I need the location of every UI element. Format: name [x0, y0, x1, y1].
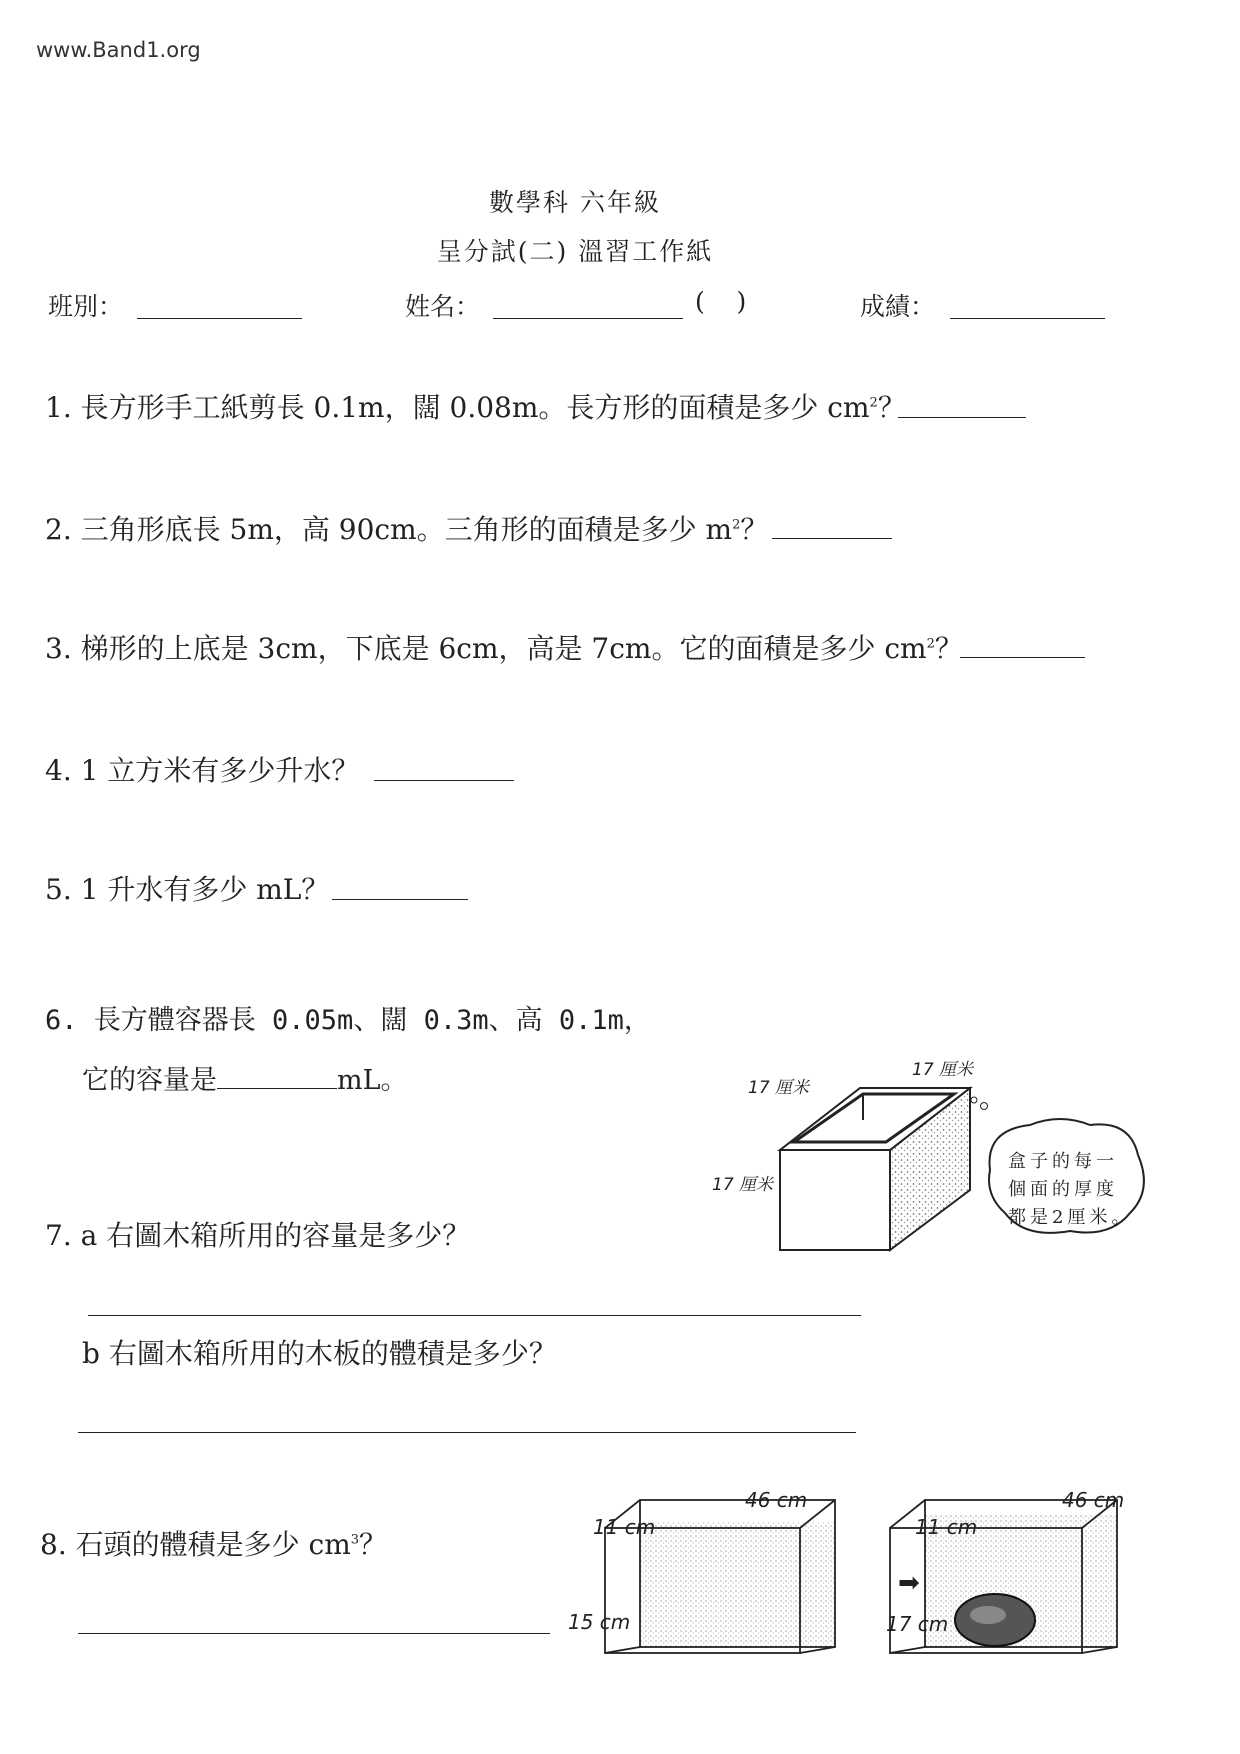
question-end: ？ [877, 391, 906, 424]
question-7b: b 右圖木箱所用的木板的體積是多少？ [82, 1337, 557, 1370]
question-number: 6. [45, 1005, 78, 1036]
superscript: 2 [869, 395, 878, 411]
question-number: 8. [40, 1528, 67, 1561]
question-8 [40, 1523, 387, 1563]
class-number-paren: ( ) [695, 287, 747, 316]
question-number: 1. [45, 391, 72, 424]
answer-line-1[interactable] [898, 417, 1026, 418]
class-label: 班別： [48, 292, 124, 321]
question-text: 長方形手工紙剪長 0.1m，闊 0.08m。長方形的面積是多少 cm [80, 391, 870, 424]
bubble-dot [971, 1097, 977, 1103]
bubble-dot [981, 1103, 988, 1110]
box-dim-side: 17 厘米 [712, 1175, 774, 1195]
question-text: 梯形的上底是 3cm，下底是 6cm，高是 7cm。它的面積是多少 cm [80, 632, 927, 665]
question-text: 1 立方米有多少升水？ [80, 754, 360, 787]
subject-title: 數學科 六年級 [489, 188, 661, 217]
question-7a [45, 1214, 470, 1254]
question-1 [45, 386, 906, 426]
answer-line-6[interactable] [217, 1088, 337, 1089]
question-3 [45, 627, 963, 667]
question-end: ？ [934, 632, 963, 665]
question-text: 它的容量是 [82, 1065, 217, 1096]
answer-line-7a[interactable] [88, 1315, 861, 1316]
superscript: 2 [926, 636, 935, 652]
question-text: a 右圖木箱所用的容量是多少？ [80, 1219, 471, 1252]
bubble-text [1008, 1148, 1133, 1232]
arrow-icon: ➡ [898, 1568, 920, 1598]
question-end: ？ [359, 1528, 388, 1561]
tank1-width: 11 cm [593, 1515, 656, 1539]
worksheet-title: 呈分試(二) 溫習工作紙 [436, 237, 714, 266]
tank2-length: 46 cm [1062, 1488, 1125, 1512]
bubble-line: 盒子的每一 [1008, 1151, 1118, 1172]
question-number: 4. [45, 754, 72, 787]
superscript: 3 [350, 1532, 360, 1548]
question-unit: mL。 [337, 1065, 408, 1096]
site-watermark: www.Band1.org [36, 38, 201, 62]
name-label: 姓名： [405, 292, 481, 321]
class-answer-line[interactable] [137, 318, 302, 319]
answer-line-8[interactable] [78, 1633, 550, 1634]
question-text: 石頭的體積是多少 cm [75, 1528, 351, 1561]
answer-line-2[interactable] [772, 538, 892, 539]
superscript: 2 [732, 517, 741, 533]
box-dim-top-right: 17 厘米 [912, 1060, 974, 1080]
question-text: 三角形底長 5m，高 90cm。三角形的面積是多少 m [80, 513, 733, 546]
answer-line-5[interactable] [332, 899, 468, 900]
question-4 [45, 749, 359, 789]
question-6 [45, 998, 651, 1037]
question-number: 7. [45, 1219, 72, 1252]
question-2 [45, 508, 768, 548]
tank1-height: 15 cm [568, 1610, 631, 1634]
tank2-height: 17 cm [886, 1612, 949, 1636]
question-number: 2. [45, 513, 72, 546]
answer-line-3[interactable] [960, 657, 1085, 658]
tank2-width: 11 cm [915, 1515, 978, 1539]
question-number: 5. [45, 873, 72, 906]
answer-line-4[interactable] [374, 780, 514, 781]
score-label: 成績： [860, 292, 936, 321]
box-dim-top-left: 17 厘米 [748, 1078, 810, 1098]
answer-line-7b[interactable] [78, 1432, 856, 1433]
question-text: 長方體容器長 0.05m、闊 0.3m、高 0.1m， [93, 1005, 651, 1036]
question-text: 1 升水有多少 mL？ [80, 873, 330, 906]
water-fill [640, 1522, 835, 1647]
score-answer-line[interactable] [950, 318, 1105, 319]
question-end: ？ [740, 513, 769, 546]
stone-highlight [970, 1606, 1006, 1624]
bubble-line: 都是2厘米。 [1008, 1207, 1134, 1228]
name-answer-line[interactable] [493, 318, 683, 319]
question-5 [45, 868, 329, 908]
box-front-face [780, 1150, 890, 1250]
question-6-line-2 [82, 1058, 408, 1097]
question-number: 3. [45, 632, 72, 665]
tank1-length: 46 cm [745, 1488, 808, 1512]
bubble-line: 個面的厚度 [1008, 1179, 1118, 1200]
